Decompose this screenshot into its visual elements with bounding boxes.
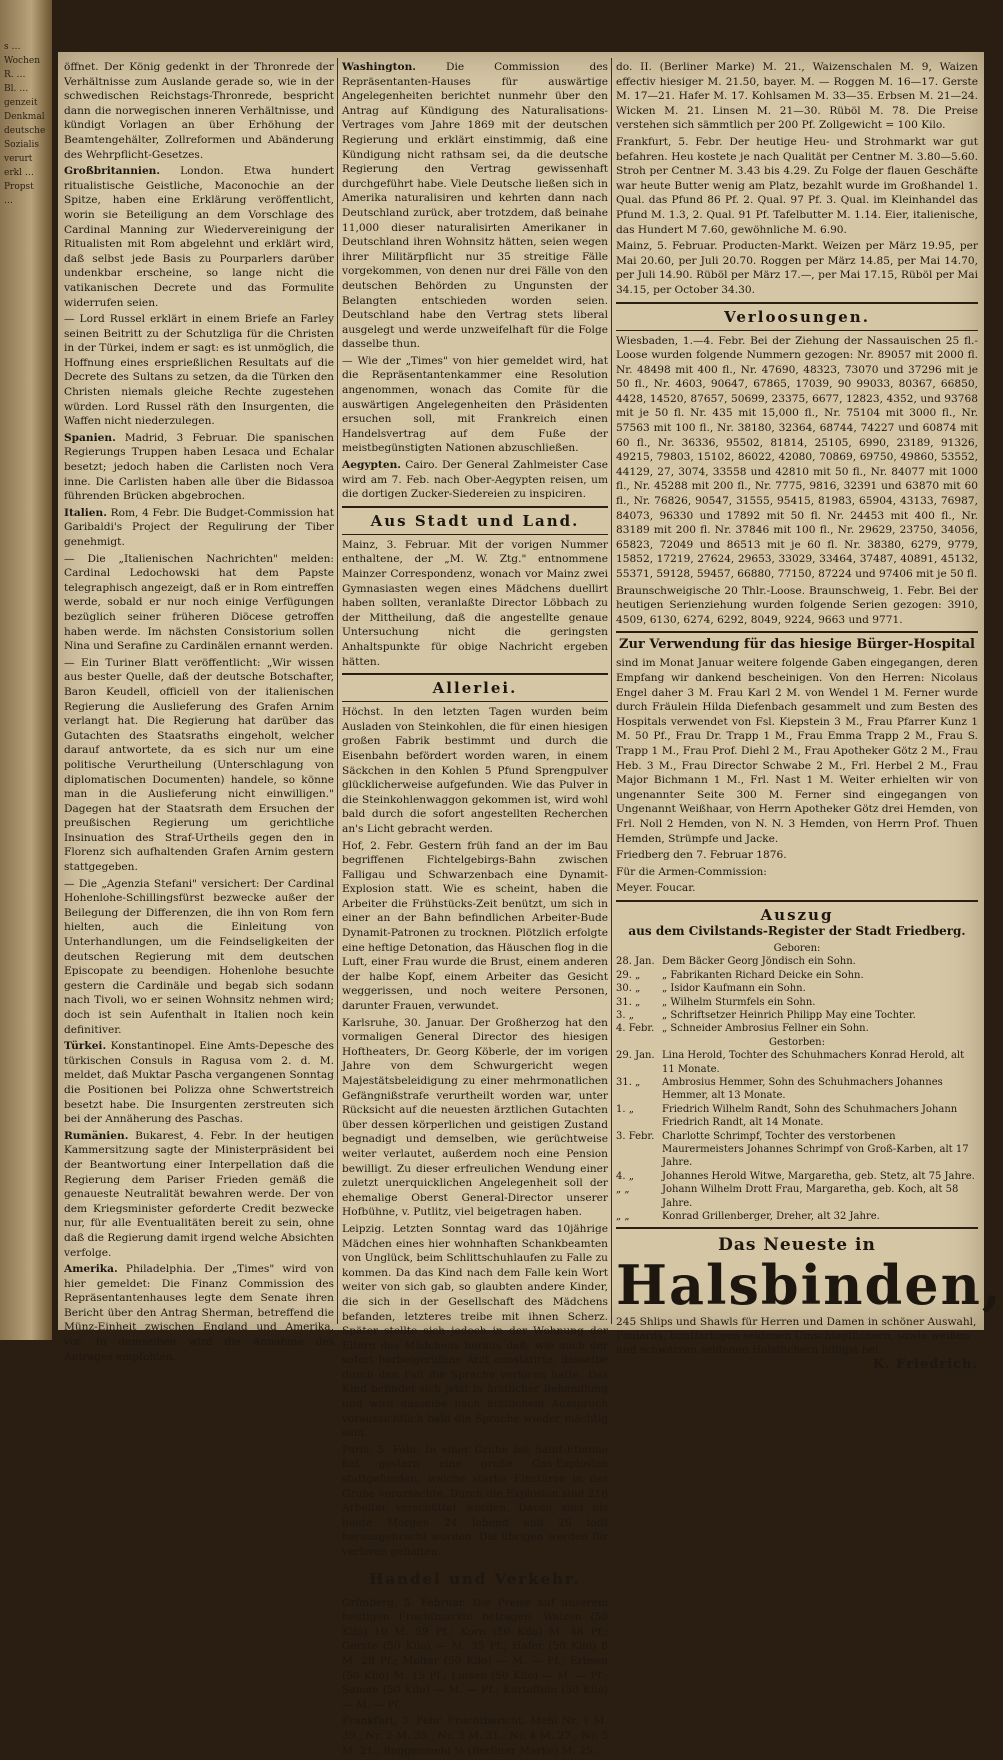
register-text: „ Schneider Ambrosius Fellner ein Sohn. [662,1023,869,1035]
born-heading: Geboren: [773,942,821,954]
section-divider [616,302,978,304]
article-paragraph [342,839,608,1014]
article-text: Karlsruhe, 30. Januar. Der Großherzog hat den vormaligen General Director des hiesigen Hoftheaters, Dr. Georg Köberle, der im vorigen Jahre von dem Schwurgericht wegen Majestätsbeleidigung zu einer mehrmonatlichen Gefängnißstrafe verurtheilt worden war, unter Rücksicht auf die neuesten ärztlichen Gutachten über dessen körperlichen und geistigen Zustand begnadigt und demselben, wie gerüchtweise weiter verlautet, außerdem noch eine Pension bewilligt. Zu dieser erfreulichen Wendung einer zuletzt unerquicklichen Angelegenheit soll der ehemalige Oberst General-Director unserer Hofbühne, v. Putlitz, viel beigetragen haben. [342,1016,608,1219]
article-text: Paris, 5. Febr. In einer Grube bei Saint-Etienne hat gestern eine große Gas-Explosion stattgefunden, welche starke Einstürze in der Grube verursachte. Durch die Explosion sind 216 Arbeiter verschüttet worden. Davon sind bis heute Morgen 24 lebend und 26 todt herausgebracht worden. Die übrigen werden für verloren gehalten. [342,1443,608,1558]
article-text: do. II. (Berliner Marke) M. 21., Waizenschalen M. 9, Waizen effectiv hiesiger M. 21.50, bayer. M. — Roggen M. 16—17. Gerste M. 17—21. Hafer M. 17. Kohlsamen M. 33—35. Erbsen M. 21—24. Wicken M. 21. Linsen M. 21—30. Rüböl M. 78. Die Preise verstehen sich sämmtlich per 200 Pf. Zollgewicht = 100 Kilo. [616,61,978,132]
article-text: — Die „Italienischen Nachrichten" melden: Cardinal Ledochowski hat dem Papste telegraphisch angezeigt, daß er in Rom eintreffen werde, sobald er nur noch einige Verfügungen bezüglich seiner früheren Diöcese getroffen haben werde. Im nächsten Consistorium sollen Nina und Serafine zu Cardinälen ernannt werden. [64,552,334,653]
article-text: Meyer. Foucar. [616,882,696,895]
article-heading: Amerika. [64,1263,118,1276]
register-entry [616,1022,978,1035]
article-paragraph [342,1222,608,1441]
register-date: 4. „ [616,1170,634,1182]
column-rule [337,58,338,1324]
article-text: Bukarest, 4. Febr. In der heutigen Kammersitzung sagte der Ministerpräsident bei der Beantwortung einer Interpellation daß die Regierung dem Pariser Frieden gemäß die genaueste Neutralität bewahren werde. Der von dem Kriegsminister geforderte Credit bezwecke nur, für alle Eventualitäten bereit zu sein, ohne daß die Regierung damit irgend welche Absichten verfolge. [64,1129,335,1259]
article-paragraph [342,60,608,352]
article-paragraph [64,656,334,875]
article-text: Konstantinopel. Eine Amts-Depesche des türkischen Consuls in Ragusa vom 2. d. M. meldet, daß Muktar Pascha vergangenen Sonntag die Positionen bei Polizza ohne Schwertstreich besetzt habe. Die Insurgenten zerstreuten sich bei der Annäherung des Paschas. [64,1040,334,1126]
article-paragraph [616,135,978,237]
register-entry [616,1170,978,1183]
register-entry [616,1049,978,1076]
register-text: Charlotte Schrimpf, Tochter des verstorbenen Maurermeisters Johannes Schrimpf von Groß-Karben, alt 17 Jahre. [662,1130,969,1169]
column-rule [611,58,612,1324]
article-paragraph [616,881,978,896]
article-paragraph [64,312,334,429]
register-date: 29. „ [616,969,641,981]
section-title-verloosungen: Verloosungen. [724,307,870,326]
register-entry [616,969,978,982]
article-text: Für die Armen-Commission: [616,865,767,878]
article-paragraph [616,656,978,846]
article-text: Leipzig. Letzten Sonntag ward das 10jährige Mädchen eines hier wohnhaften Schankbeamten von Unglück, beim Schlittschuhlaufen zu Falle zu kommen. Da das Kind nach dem Falle kein Wort weiter von sich gab, so glaubten andere Kinder, die sich in der Gesellschaft des Mädchens befanden, letzteres treibe mit ihnen Scherz. Später stellte sich jedoch in der Wohnung der Eltern des Mädchens heraus daß, wie auch der sofort herbeigerufene Arzt constatirte, dasselbe durch den Fall die Sprache verloren hatte. Das Kind befindet sich jetzt in ärztlicher Behandlung und wird dasselbe nach ärztlichem Ausspruch voraussichtlich bald die Sprache wieder mächtig sein. [342,1222,608,1440]
article-heading: Spanien. [64,431,116,444]
died-list [616,1049,978,1223]
section-divider [616,1227,978,1229]
article-paragraph [616,848,978,863]
article-paragraph [64,552,334,654]
register-text: Ambrosius Hemmer, Sohn des Schuhmachers Johannes Hemmer, alt 13 Monate. [662,1076,943,1102]
previous-page-text: s … Wochen R. … Bl. … genzeit Denkmal deutsche Sozialis verurt erkl … Propst … [4,42,46,206]
section-title-allerlei: Allerlei. [432,679,518,698]
section-title-stadt-und-land: Aus Stadt und Land. [370,511,580,530]
article-heading: Rumänien. [64,1129,129,1142]
ad-merchant-name: K. Friedrich. [872,1357,978,1373]
register-entry [616,955,978,968]
born-list [616,955,978,1035]
register-date: 3. „ [616,1009,634,1021]
register-text: Konrad Grillenberger, Dreher, alt 32 Jahre. [662,1211,880,1222]
article-paragraph [64,164,334,310]
column-3 [616,60,1003,1373]
article-text: Höchst. In den letzten Tagen wurden beim Ausladen von Steinkohlen, die für einen hiesigen großen Fabrik bestimmt und durch die Eisenbahn befördert worden waren, in einem Säckchen in den Kohlen 5 Pfund Sprengpulver glücklicherweise aufgefunden. Wie das Pulver in die Steinkohlenwaggon gekommen ist, wird wohl bald durch die sofort angestellten Recherchen an's Licht gebracht werden. [342,706,608,835]
article-paragraph [64,431,334,504]
register-date: 1. „ [616,1103,634,1115]
register-text: „ Isidor Kaufmann ein Sohn. [662,983,806,995]
register-text: Friedrich Wilhelm Randt, Sohn des Schuhmachers Johann Friedrich Randt, alt 14 Monate. [662,1103,958,1129]
stadt-und-land-articles [342,538,608,669]
article-text: Wiesbaden, 1.—4. Febr. Bei der Ziehung der Nassauischen 25 fl.-Loose wurden folgende Nummern gezogen: Nr. 89057 mit 2000 fl. Nr. 48498 mit 400 fl., Nr. 47690, 48323, 73070 und 37296 mit je 50 fl., Nr. 4603, 90647, 67865, 17039, 90 99033, 80367, 66850, 4428, 14520, 87657, 50699, 23375, 6677, 12823, 4352, und 93768 mit je 50 fl. Nr. 435 mit 15,000 fl., Nr. 75104 mit 3000 fl., Nr. 57563 mit 100 fl., Nr. 38180, 32364, 68744, 74227 und 60874 mit 60 fl., Nr. 36336, 95502, 81814, 25105, 6990, 23189, 91326, 49215, 79803, 15102, 86022, 42080, 70869, 69750, 49860, 53552, 44129, 27, 3074, 33558 und 42810 mit 50 fl., Nr. 84077 mit 1000 fl., Nr. 45288 mit 200 fl., Nr. 7775, 9816, 32391 und 63870 mit 60 fl., Nr. 76826, 90547, 31555, 95415, 81983, 65904, 43133, 76987, 84073, 96330 und 17892 mit 50 fl. Nr. 24453 mit 400 fl., Nr. 83189 mit 200 fl. Nr. 37846 mit 100 fl., Nr. 29629, 23750, 34056, 65823, 72049 und 86513 mit je 60 fl. Nr. 38380, 6279, 9779, 15852, 17219, 27624, 29653, 33029, 33464, 37487, 40891, 45132, 55371, 59128, 59457, 66880, 77150, 87224 und 97406 mit je 50 fl. [616,334,978,580]
newspaper-page [58,52,1003,1757]
register-entry [616,1183,978,1210]
register-entry [616,982,978,995]
ad-headline: Das Neueste in [718,1235,876,1256]
article-paragraph [342,1016,608,1220]
article-paragraph [342,354,608,456]
article-text: Mainz, 5. Februar. Producten-Markt. Weizen per März 19.95, per Mai 20.60, per Juli 20.70. Roggen per März 14.85, per Mai 14.70, per Juli 14.90. Rüböl per März 17.—, per Mai 17.15, Rüböl per Mai 34.15, per October 34.30. [616,240,978,296]
article-text: Braunschweigische 20 Thlr.-Loose. Braunschweig, 1. Febr. Bei der heutigen Serienziehung wurden folgende Serien gezogen: 3910, 4509, 6130, 6274, 6292, 8049, 9224, 9663 und 9771. [616,584,978,626]
register-date: 31. „ [616,1076,641,1088]
register-entry [616,1009,978,1022]
article-text: — Die „Agenzia Stefani" versichert: Der Cardinal Hohenlohe-Schillingsfürst bezwecke außer der Beilegung der Differenzen, die ihn von Rom fern hielten, auch die Einleitung von Unterhandlungen, um die Feindseligkeiten der deutschen Regierung mit dem deutschen Episcopate zu beendigen. Hohenlohe besuchte gestern die Cardinäle und begab sich sodann nach Tivoli, wo er seinen Wohnsitz nehmen wird; doch ist sein Aufenthalt in Italien noch kein definitiver. [64,877,334,1036]
article-paragraph [616,584,978,628]
section-title-hospital: Zur Verwendung für das hiesige Bürger-Hospital [619,637,975,653]
article-paragraph [616,865,978,880]
register-text: „ Schriftsetzer Heinrich Philipp May eine Tochter. [662,1009,916,1021]
article-paragraph [616,334,978,582]
allerlei-articles [342,705,608,1559]
register-entry [616,1103,978,1130]
column-2 [342,60,608,1760]
article-paragraph [616,60,978,133]
article-text: Cairo. Der General Zahlmeister Case wird am 7. Feb. nach Ober-Aegypten reisen, um die dortigen Zucker-Siedereien zu inspiciren. [342,459,608,501]
article-paragraph [342,1443,608,1560]
hospital-donations [616,656,978,896]
register-entry [616,1210,978,1223]
section-divider [616,900,978,902]
section-divider [342,1592,608,1593]
died-heading: Gestorben: [769,1036,825,1048]
article-paragraph [342,458,608,502]
handel-articles [342,1596,608,1759]
foreign-news-continued [342,60,608,502]
article-heading: Türkei. [64,1040,107,1053]
article-paragraph [342,1596,608,1713]
article-text: öffnet. Der König gedenkt in der Thronrede der Verhältnisse zum Auslande gerade so, wie in der schwedischen Reichstags-Thronrede, bespricht dann die norwegischen inneren Verhältnisse, und kündigt Vorlagen an über Erhöhung der Beamtengehälter, Zollreformen und Abänderung des Wehrpflicht-Gesetzes. [64,61,334,161]
market-reports [616,60,978,298]
article-text: — Wie der „Times" von hier gemeldet wird, hat die Repräsentantenkammer eine Resolution angenommen, wonach das Comite für die auswärtigen Angelegenheiten den Präsidenten ersuchen soll, mit Frankreich einen Handelsvertrag auf dem Fuße der meistbegünstigten Nationen abzuschließen. [342,354,608,455]
register-date: „ „ [616,1211,630,1222]
register-entry [616,1076,978,1103]
article-heading: Großbritannien. [64,165,161,178]
article-paragraph [64,877,334,1038]
article-text: Frankfurt, 3. Febr. Fruchtbericht. Mehl Nr. 1 M. 39., Nr. 2 M. 35., Nr. 3 M. 31., Nr. 4 M. 27., Nr. 5 M. 21., Roggenmehl ⅛ (Berliner Marke) M. 25., [342,1715,608,1757]
article-paragraph [616,239,978,297]
register-date: 28. Jan. [616,956,655,968]
article-text: Philadelphia. Der „Times" wird von hier gemeldet: Die Finanz Commission des Repräsentantenhauses legte dem Senate ihren Bericht über den Antrag Sherman, betreffend die Münz-Einheit zwischen England und Amerika, vor. In demselben wird die Annahme des Antrages empfohlen. [64,1263,334,1363]
article-paragraph [342,705,608,836]
article-text: — Lord Russel erklärt in einem Briefe an Farley seinen Beitritt zu der Schutzliga für die Christen in der Türkei, indem er sagt: es ist unmöglich, die Hoffnung eines ersprießlichen Resultats auf die Decrete des Sultans zu setzen, da die Türken den Christen niemals gleiche Rechte zugestehen würden. Lord Russel räth den Insurgenten, die Waffen nicht niederzulegen. [64,313,334,428]
article-text: Mainz, 3. Februar. Mit der vorigen Nummer enthaltene, der „M. W. Ztg." entnommene Mainzer Correspondenz, wonach vor Mainz zwei Gymnasiasten wegen eines Mädchens duellirt haben sollten, veranlaßte Director Löbbach zu der Mittheilung, daß die angestellte genaue Untersuchung nicht die geringsten Anhaltspunkte für obige Nachricht ergeben hätten. [342,538,608,668]
article-paragraph [342,538,608,669]
ad-title-halsbinden: Halsbinden, [616,1253,1003,1318]
register-date: 3. Febr. [616,1130,655,1142]
register-date: „ „ [616,1184,630,1196]
section-subtitle-civilstand: aus dem Civilstands-Register der Stadt Friedberg. [628,923,966,938]
register-date: 4. Febr. [616,1023,655,1035]
register-text: „ Wilhelm Sturmfels ein Sohn. [662,996,816,1008]
section-divider [342,673,608,675]
article-paragraph [342,1714,608,1758]
section-title-auszug: Auszug [760,905,834,924]
article-paragraph [64,506,334,550]
article-text: Friedberg den 7. Februar 1876. [616,849,787,862]
article-text: sind im Monat Januar weitere folgende Gaben eingegangen, deren Empfang wir dankend bescheinigen. Von den Herren: Nicolaus Engel daher 3 M. Frau Karl 2 M. von Wendel 1 M. Ferner wurde durch Fräulein Hilda Diefenbach gesammelt und zum Besten des Hospitals verwendet von Fsl. Kiepstein 3 M., Frau Pfarrer Kunz 1 M. 50 Pf., Frau Dr. Trapp 1 M., Frau Emma Trapp 2 M., Frau S. Trapp 1 M., Frau Prof. Diehl 2 M., Frau Apotheker Götz 2 M., Frau Heb. 3 M., Frau Director Schwabe 2 M., Frl. Herbel 2 M., Frau Major Bichmann 1 M., Frl. Nast 1 M. Weiter erhielten wir von ungenannter Seite 300 M. Ferner sind eingegangen von Ungenannt Weißhaar, von Herrn Apotheker Götz drei Hemden, von Frl. Noll 2 Hemden, von N. N. 3 Hemden, von Herrn Prof. Thuen Hemden, Strümpfe und Jacke. [616,657,978,845]
section-divider [342,1564,608,1566]
ad-body: 245 Shlips und Shawls für Herren und Damen in schöner Auswahl, Foulards, buntfarbigen seidenen Umschlagtüchern, sowie weißen und schwarzen seidenen Halstüchern billigst bei [616,1316,977,1357]
section-divider [616,631,978,633]
article-heading: Italien. [64,506,107,519]
article-paragraph [64,1039,334,1127]
article-heading: Aegypten. [342,459,401,472]
article-heading: Washington. [342,61,416,73]
article-paragraph [64,60,334,162]
article-paragraph [64,1262,334,1364]
section-divider [616,330,978,331]
section-divider [342,701,608,702]
register-text: Dem Bäcker Georg Jöndisch ein Sohn. [662,956,856,968]
article-text: Grünberg, 5. Februar. Die Preise auf unserem heutigen Fruchtmarkte betragen: Waizen (50 Kilo) 10 M. 59 Pf.; Korn (50 Kilo) M. 48 Pf.; Gerste (50 Kilo) — M. 35 Pf.; Hafer (50 Kilo) 8 M. 28 Pf.; Molter (50 Kilo) — M. — Pf.; Erbsen (50 Kilo) M. 15 Pf.; Linsen (50 Kilo) — M. — Pf.; Samen (50 Kilo) — M. — Pf.; Kartoffeln (50 Kilo) — M. — Pf. [342,1596,608,1711]
register-date: 30. „ [616,983,641,995]
article-text: Die Commission des Repräsentanten-Hauses für auswärtige Angelegenheiten berichtet nunmehr über den Antrag auf Kündigung des Naturalisations-Vertrages vom Jahre 1869 mit der deutschen Regierung und erklärt einstimmig, daß eine Kündigung nicht rathsam sei, da die deutsche Regierung den Vertrag gewissenhaft durchgeführt habe. Viele Deutsche ließen sich in Amerika naturalisiren und kehrten dann nach Deutschland zurück, aber trotzdem, daß beinahe 11,000 dieser naturalisirten Amerikaner in Deutschland ihren Wohnsitz hätten, seien wegen ihrer Militärpflicht nur 35 streitige Fälle vorgekommen, von denen nur drei Fälle von den deutschen Behörden zu Ungunsten der Belangten entschieden worden seien. Deutschland habe den Vertrag stets liberal ausgelegt und werde unzweifelhaft für die Folge dasselbe thun. [342,61,608,351]
article-text: Hof, 2. Febr. Gestern früh fand an der im Bau begriffenen Fichtelgebirgs-Bahn zwischen Falligau und Schwarzenbach eine Dynamit-Explosion statt. Wie es scheint, haben die Arbeiter die Frühstücks-Zeit benützt, um sich in einer an der Bahn befindlichen Arbeiter-Bude Dynamit-Patronen zu trocknen. Plötzlich erfolgte eine heftige Detonation, das Häuschen flog in die Luft, einer Frau wurde die Brust, einem anderen der halbe Kopf, einem Arbeiter das Gesicht weggerissen, und noch weitere Personen, darunter Frauen, verwundet. [342,839,608,1013]
register-date: 31. „ [616,996,641,1008]
section-title-handel: Handel und Verkehr. [369,1569,581,1588]
register-text: Johannes Herold Witwe, Margaretha, geb. Stetz, alt 75 Jahre. [662,1170,975,1182]
article-paragraph [64,1129,334,1260]
lottery-results [616,334,978,628]
article-text: London. Etwa hundert ritualistische Geistliche, Maconochie an der Spitze, haben eine Erklärung veröffentlicht, worin sie Beteiligung an dem Vorschlage des Cardinal Manning zur Wiedervereinigung der Ritualisten mit Rom abgelehnt und erklärt wird, daß selbst jede Basis zu Pourparlers darüber undenkbar erscheine, so lange nicht die vatikanischen Decrete und das Formulite widerrufen seien. [64,165,334,309]
register-text: Lina Herold, Tochter des Schuhmachers Konrad Herold, alt 11 Monate. [662,1050,965,1075]
register-date: 29. Jan. [616,1050,655,1062]
previous-page-edge [0,0,52,1340]
register-text: „ Fabrikanten Richard Deicke ein Sohn. [662,969,864,981]
article-text: — Ein Turiner Blatt veröffentlicht: „Wir wissen aus bester Quelle, daß der deutsche Botschafter, Baron Keudell, officiell von der italienischen Regierung die Auslieferung des Grafen Arnim verlangt hat. Die Regierung hat darüber das Gutachten des Staatsraths eingeholt, welcher darauf antwortete, da es sich nur um eine politische Verurtheilung (Unterschlagung von diplomatischen Documenten) handele, so könne man in die Auslieferung nicht einwilligen." Dagegen hat der Staatsrath dem Ersuchen der preußischen Regierung um gerichtliche Insinuation des Straf-Urtheils gegen den in Florenz sich aufhaltenden Grafen Arnim gestern stattgegeben. [64,656,334,874]
column-1 [64,60,334,1366]
section-divider [342,534,608,535]
article-text: Rom, 4 Febr. Die Budget-Commission hat Garibaldi's Project der Regulirung der Tiber genehmigt. [64,506,334,548]
article-text: Madrid, 3 Februar. Die spanischen Regierungs Truppen haben Lesaca und Echalar besetzt; jedoch haben die Carlisten noch Vera inne. Die Carlisten haben alle über die Bidassoa führenden Brücken abgebrochen. [64,431,334,503]
register-entry [616,1130,978,1170]
section-divider [342,506,608,508]
article-text: Frankfurt, 5. Febr. Der heutige Heu- und Strohmarkt war gut befahren. Heu kostete je nach Qualität per Centner M. 3.80—5.60. Stroh per Centner M. 3.43 bis 4.29. Zu Folge der flauen Geschäfte war heute Butter wenig am Platz, bezahlt wurde im Großhandel 1. Qual. das Pfund 86 Pf. 2. Qual. 97 Pf. 3. Qual. im Kleinhandel das Pfund M. 1.3, 2. Qual. 91 Pf. Tafelbutter M. 1.14. Eier, italienische, das Hundert M 7.60, gewöhnliche M. 6.90. [616,135,978,236]
register-entry [616,996,978,1009]
register-text: Johann Wilhelm Drott Frau, Margaretha, geb. Koch, alt 58 Jahre. [662,1184,959,1209]
